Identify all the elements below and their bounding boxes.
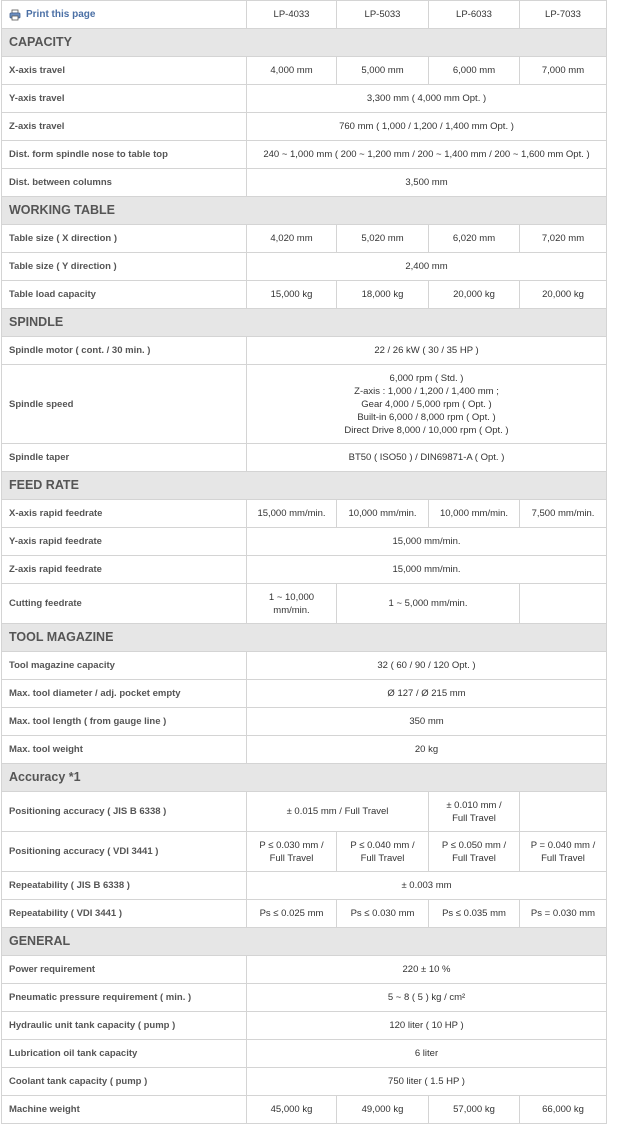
value-cell: 45,000 kg <box>247 1096 337 1124</box>
section-accuracy <box>2 764 607 792</box>
value-cell: ± 0.003 mm <box>247 872 607 900</box>
row-tool-length <box>2 708 607 736</box>
row-label: Y-axis travel <box>2 85 247 113</box>
value-cell <box>337 832 429 872</box>
row-label: Repeatability ( VDI 3441 ) <box>2 900 247 928</box>
row-pneumatic <box>2 984 607 1012</box>
value-line: ± 0.010 mm / <box>446 799 502 811</box>
section-spindle <box>2 309 607 337</box>
section-title: WORKING TABLE <box>2 197 607 225</box>
row-z-rapid <box>2 556 607 584</box>
value-line: Full Travel <box>360 852 405 864</box>
row-repeatability-vdi <box>2 900 607 928</box>
value-cell <box>429 832 520 872</box>
specification-table <box>1 0 607 1124</box>
row-tool-weight <box>2 736 607 764</box>
value-line: mm/min. <box>273 604 310 616</box>
row-coolant <box>2 1068 607 1096</box>
section-title: Accuracy *1 <box>2 764 607 792</box>
row-hydraulic <box>2 1012 607 1040</box>
row-label: Hydraulic unit tank capacity ( pump ) <box>2 1012 247 1040</box>
section-working-table <box>2 197 607 225</box>
value-cell <box>247 365 607 444</box>
value-line: Full Travel <box>452 852 496 864</box>
value-cell: Ps ≤ 0.035 mm <box>429 900 520 928</box>
row-table-load <box>2 281 607 309</box>
row-label: Table size ( Y direction ) <box>2 253 247 281</box>
row-label: Z-axis travel <box>2 113 247 141</box>
row-table-size-x <box>2 225 607 253</box>
row-label: Positioning accuracy ( JIS B 6338 ) <box>2 792 247 832</box>
value-cell: 220 ± 10 % <box>247 956 607 984</box>
value-line: Full Travel <box>269 852 314 864</box>
row-label: Table load capacity <box>2 281 247 309</box>
print-cell <box>2 1 247 29</box>
print-link[interactable] <box>9 8 242 21</box>
row-z-axis-travel <box>2 113 607 141</box>
value-cell: 4,020 mm <box>247 225 337 253</box>
value-line: Full Travel <box>541 852 585 864</box>
value-line: P ≤ 0.050 mm / <box>441 839 507 851</box>
row-label: Coolant tank capacity ( pump ) <box>2 1068 247 1096</box>
section-feed-rate <box>2 472 607 500</box>
value-cell: 350 mm <box>247 708 607 736</box>
value-cell: 18,000 kg <box>337 281 429 309</box>
model-lp5033: LP-5033 <box>337 1 429 29</box>
value-line: 1 ~ 10,000 <box>268 591 315 603</box>
value-cell: 5 ~ 8 ( 5 ) kg / cm² <box>247 984 607 1012</box>
value-cell: BT50 ( ISO50 ) / DIN69871-A ( Opt. ) <box>247 444 607 472</box>
value-cell: 120 liter ( 10 HP ) <box>247 1012 607 1040</box>
row-columns-distance <box>2 169 607 197</box>
value-cell: Ps = 0.030 mm <box>520 900 607 928</box>
row-label: Spindle taper <box>2 444 247 472</box>
empty-cell <box>520 792 607 832</box>
section-capacity <box>2 29 607 57</box>
row-x-axis-travel <box>2 57 607 85</box>
section-title: GENERAL <box>2 928 607 956</box>
row-label: X-axis rapid feedrate <box>2 500 247 528</box>
row-label: Max. tool length ( from gauge line ) <box>2 708 247 736</box>
value-line: P ≤ 0.040 mm / <box>350 839 415 851</box>
row-spindle-speed <box>2 365 607 444</box>
row-tool-diameter <box>2 680 607 708</box>
value-line: Z-axis : 1,000 / 1,200 / 1,400 mm ; <box>354 385 499 397</box>
model-lp6033: LP-6033 <box>429 1 520 29</box>
value-cell: 10,000 mm/min. <box>337 500 429 528</box>
row-positioning-vdi <box>2 832 607 872</box>
value-line: Direct Drive 8,000 / 10,000 rpm ( Opt. ) <box>344 424 509 436</box>
row-spindle-motor <box>2 337 607 365</box>
value-cell: Ps ≤ 0.030 mm <box>337 900 429 928</box>
value-cell: 20,000 kg <box>520 281 607 309</box>
row-label: Repeatability ( JIS B 6338 ) <box>2 872 247 900</box>
value-cell: 7,500 mm/min. <box>520 500 607 528</box>
value-line: P ≤ 0.030 mm / <box>259 839 324 851</box>
section-title: SPINDLE <box>2 309 607 337</box>
value-cell: 20 kg <box>247 736 607 764</box>
value-cell: 15,000 mm/min. <box>247 500 337 528</box>
value-cell: 49,000 kg <box>337 1096 429 1124</box>
print-label[interactable]: Print this page <box>26 9 96 20</box>
row-label: Max. tool diameter / adj. pocket empty <box>2 680 247 708</box>
value-cell: 6 liter <box>247 1040 607 1068</box>
row-label: Pneumatic pressure requirement ( min. ) <box>2 984 247 1012</box>
value-cell: 3,300 mm ( 4,000 mm Opt. ) <box>247 85 607 113</box>
value-cell: 4,000 mm <box>247 57 337 85</box>
row-label: Z-axis rapid feedrate <box>2 556 247 584</box>
value-cell <box>429 792 520 832</box>
value-line: Gear 4,000 / 5,000 rpm ( Opt. ) <box>361 398 492 410</box>
value-cell: 760 mm ( 1,000 / 1,200 / 1,400 mm Opt. ) <box>247 113 607 141</box>
value-cell: 10,000 mm/min. <box>429 500 520 528</box>
row-cutting-feedrate <box>2 584 607 624</box>
value-cell: 32 ( 60 / 90 / 120 Opt. ) <box>247 652 607 680</box>
row-label: Lubrication oil tank capacity <box>2 1040 247 1068</box>
row-spindle-nose-distance <box>2 141 607 169</box>
row-label: Positioning accuracy ( VDI 3441 ) <box>2 832 247 872</box>
value-cell <box>247 832 337 872</box>
value-cell: 240 ~ 1,000 mm ( 200 ~ 1,200 mm / 200 ~ 1,400 mm / 200 ~ 1,600 mm Opt. ) <box>247 141 607 169</box>
value-cell: 15,000 mm/min. <box>247 528 607 556</box>
value-cell: 15,000 mm/min. <box>247 556 607 584</box>
section-tool-magazine <box>2 624 607 652</box>
value-cell: 2,400 mm <box>247 253 607 281</box>
row-x-rapid <box>2 500 607 528</box>
value-cell: 5,000 mm <box>337 57 429 85</box>
row-label: Dist. form spindle nose to table top <box>2 141 247 169</box>
row-label: Table size ( X direction ) <box>2 225 247 253</box>
row-y-axis-travel <box>2 85 607 113</box>
value-line: Full Travel <box>452 812 496 824</box>
value-cell: 20,000 kg <box>429 281 520 309</box>
row-table-size-y <box>2 253 607 281</box>
value-cell: 7,000 mm <box>520 57 607 85</box>
row-repeatability-jis <box>2 872 607 900</box>
value-cell: 57,000 kg <box>429 1096 520 1124</box>
value-line: 6,000 rpm ( Std. ) <box>389 372 464 384</box>
row-label: Tool magazine capacity <box>2 652 247 680</box>
value-cell: 15,000 kg <box>247 281 337 309</box>
value-cell <box>520 832 607 872</box>
row-tool-capacity <box>2 652 607 680</box>
row-positioning-jis <box>2 792 607 832</box>
row-power <box>2 956 607 984</box>
section-title: TOOL MAGAZINE <box>2 624 607 652</box>
row-y-rapid <box>2 528 607 556</box>
value-cell: 3,500 mm <box>247 169 607 197</box>
row-label: X-axis travel <box>2 57 247 85</box>
row-label: Y-axis rapid feedrate <box>2 528 247 556</box>
value-cell: Ps ≤ 0.025 mm <box>247 900 337 928</box>
row-label: Max. tool weight <box>2 736 247 764</box>
row-lubrication <box>2 1040 607 1068</box>
value-cell: 1 ~ 5,000 mm/min. <box>337 584 520 624</box>
spec-table-container <box>1 0 606 1124</box>
value-cell: 7,020 mm <box>520 225 607 253</box>
row-label: Power requirement <box>2 956 247 984</box>
value-cell: 6,000 mm <box>429 57 520 85</box>
row-spindle-taper <box>2 444 607 472</box>
value-line: P = 0.040 mm / <box>530 839 596 851</box>
empty-cell <box>520 584 607 624</box>
value-cell: 5,020 mm <box>337 225 429 253</box>
model-lp4033: LP-4033 <box>247 1 337 29</box>
value-cell: 750 liter ( 1.5 HP ) <box>247 1068 607 1096</box>
row-label: Cutting feedrate <box>2 584 247 624</box>
value-cell: 6,020 mm <box>429 225 520 253</box>
value-line: Built-in 6,000 / 8,000 rpm ( Opt. ) <box>357 411 496 423</box>
row-label: Spindle motor ( cont. / 30 min. ) <box>2 337 247 365</box>
row-machine-weight <box>2 1096 607 1124</box>
value-cell: 22 / 26 kW ( 30 / 35 HP ) <box>247 337 607 365</box>
row-label: Spindle speed <box>2 365 247 444</box>
value-cell: 66,000 kg <box>520 1096 607 1124</box>
value-cell: ± 0.015 mm / Full Travel <box>247 792 429 832</box>
row-label: Machine weight <box>2 1096 247 1124</box>
value-cell: Ø 127 / Ø 215 mm <box>247 680 607 708</box>
printer-icon <box>9 9 21 21</box>
model-lp7033: LP-7033 <box>520 1 607 29</box>
section-general <box>2 928 607 956</box>
section-title: FEED RATE <box>2 472 607 500</box>
value-cell <box>247 584 337 624</box>
header-row <box>2 1 607 29</box>
row-label: Dist. between columns <box>2 169 247 197</box>
section-title: CAPACITY <box>2 29 607 57</box>
